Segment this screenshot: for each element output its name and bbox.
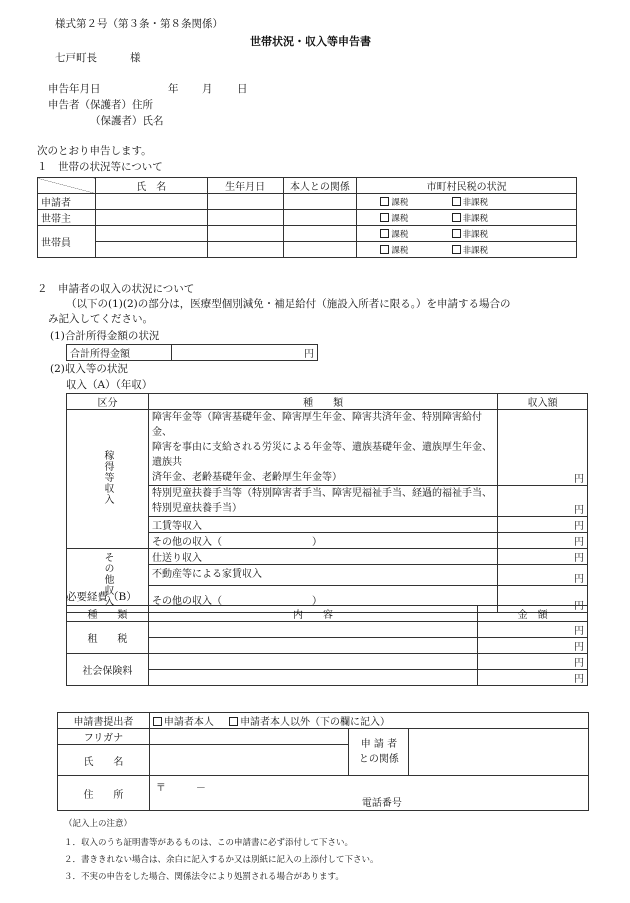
row-applicant: 申請者 — [38, 194, 96, 210]
other-income-row-2: その他の収入（ ） — [149, 586, 498, 613]
total-income-label: 合計所得金額 — [67, 345, 172, 361]
sub1-title: (1)合計所得金額の状況 — [50, 330, 160, 342]
exp-col-type: 種 類 — [67, 606, 149, 622]
applicant-name-cell[interactable] — [95, 194, 207, 210]
intro-text: 次のとおり申告します。 — [37, 145, 152, 157]
remittance-amount[interactable]: 円 — [498, 549, 588, 565]
relation-label: 申 請 者 との関係 — [349, 729, 409, 776]
note-item: ３．不実の申告をした場合、関係法令により処罰される場合があります。 — [64, 872, 344, 882]
remittance-row: 仕送り収入 — [149, 549, 498, 565]
submitter-table — [57, 712, 589, 811]
checkbox-icon — [452, 229, 461, 238]
checkbox-nontaxed[interactable]: 非課税 — [452, 213, 489, 224]
section2-note-2: み記入してください。 — [48, 313, 153, 325]
col-name: 氏 名 — [95, 178, 207, 194]
expenses-table — [66, 605, 588, 686]
checkbox-icon — [153, 717, 162, 726]
allowance-row: 特別児童扶養手当等（特別障害者手当、障害児福祉手当、経過的福祉手当、 特別児童扶養手当） — [149, 486, 498, 517]
total-income-value[interactable] — [172, 345, 318, 361]
name-field[interactable] — [149, 745, 349, 776]
income-table — [66, 393, 588, 613]
declarant-name-label: （保護者）氏名 — [90, 115, 164, 127]
tax-amount-2[interactable]: 円 — [478, 638, 588, 654]
col-income: 収入額 — [498, 394, 588, 410]
applicant-birthdate-cell[interactable] — [207, 194, 283, 210]
submitter-label: 申請書提出者 — [58, 713, 150, 729]
total-income-table — [66, 344, 318, 361]
tax-content-1[interactable] — [148, 622, 477, 638]
other-income-amount-1[interactable]: 円 — [498, 533, 588, 549]
col-tax-status: 市町村民税の状況 — [357, 178, 577, 194]
header-diagonal-cell — [38, 178, 96, 194]
wages-amount[interactable]: 円 — [498, 517, 588, 533]
col-kubun: 区分 — [67, 394, 149, 410]
form-number: 様式第２号（第３条・第８条関係） — [55, 18, 223, 30]
col-type: 種 類 — [149, 394, 498, 410]
social-content-1[interactable] — [148, 654, 477, 670]
wages-row: 工賃等収入 — [149, 517, 498, 533]
social-amount-2[interactable]: 円 — [478, 670, 588, 686]
relation-field[interactable] — [409, 729, 589, 776]
addressee-sama: 様 — [130, 52, 141, 64]
row-household-member: 世帯員 — [38, 226, 96, 258]
section1-title: １ 世帯の状況等について — [37, 161, 163, 173]
rent-row: 不動産等による家賃収入 — [149, 565, 498, 586]
section2-note-1: （以下の(1)(2)の部分は，医療型個別減免・補足給付（施設入所者に限る。）を申請する場合の — [66, 298, 511, 310]
month-label: 月 — [202, 83, 213, 95]
postal-dash: － — [195, 783, 206, 794]
applicant-relation-cell[interactable] — [283, 194, 357, 210]
other-income-row-1: その他の収入（ ） — [149, 533, 498, 549]
member1-relation-cell[interactable] — [283, 226, 357, 242]
social-content-2[interactable] — [148, 670, 477, 686]
checkbox-icon — [229, 717, 238, 726]
member1-birthdate-cell[interactable] — [207, 226, 283, 242]
day-label: 日 — [237, 83, 248, 95]
checkbox-taxed[interactable]: 課税 — [380, 229, 408, 240]
checkbox-self[interactable]: 申請者本人 — [153, 717, 214, 728]
page-title: 世帯状況・収入等申告書 — [250, 35, 371, 48]
submitter-options — [149, 713, 588, 729]
address-label: 住 所 — [58, 776, 150, 811]
others-label: その他収入 — [67, 549, 149, 613]
exp-col-content: 内 容 — [148, 606, 477, 622]
declarant-address-label: 申告者（保護者）住所 — [48, 99, 153, 111]
checkbox-nontaxed[interactable]: 非課税 — [452, 245, 489, 256]
col-relation: 本人との関係 — [283, 178, 357, 194]
householder-relation-cell[interactable] — [283, 210, 357, 226]
postal-mark: 〒 — [155, 783, 166, 794]
member2-tax-cell — [357, 242, 577, 258]
name-label: 氏 名 — [58, 745, 150, 776]
notes-title: （記入上の注意） — [64, 819, 133, 829]
tax-content-2[interactable] — [148, 638, 477, 654]
tax-label: 租 税 — [67, 622, 149, 654]
exp-col-amount: 金 額 — [478, 606, 588, 622]
furigana-label: フリガナ — [58, 729, 150, 745]
checkbox-nontaxed[interactable]: 非課税 — [452, 229, 489, 240]
col-birthdate: 生年月日 — [207, 178, 283, 194]
checkbox-taxed[interactable]: 課税 — [380, 197, 408, 208]
other-income-amount-2[interactable]: 円 — [498, 586, 588, 613]
household-table — [37, 177, 577, 258]
checkbox-icon — [380, 229, 389, 238]
checkbox-icon — [380, 245, 389, 254]
checkbox-icon — [452, 245, 461, 254]
member1-tax-cell — [357, 226, 577, 242]
furigana-field[interactable] — [149, 729, 349, 745]
social-insurance-label: 社会保険料 — [67, 654, 149, 686]
note-item: ２．書ききれない場合は、余白に記入するか又は別紙に記入の上添付して下さい。 — [64, 855, 379, 865]
applicant-tax-cell — [357, 194, 577, 210]
note-item: １．収入のうち証明書等があるものは、この申請書に必ず添付して下さい。 — [64, 838, 354, 848]
pension-row: 障害年金等（障害基礎年金、障害厚生年金、障害共済年金、特別障害給付金、 障害を事由に支給される労災による年金等、遺族基礎年金、遺族厚生年金、遺族共 済年金、老齢基礎年金、老齢厚生年金等） — [149, 410, 498, 486]
sub2-title: (2)収入等の状況 — [50, 363, 128, 375]
section2-title: ２ 申請者の収入の状況について — [37, 283, 195, 295]
expenses-b-title: 必要経費（B） — [66, 591, 137, 603]
checkbox-nontaxed[interactable]: 非課税 — [452, 197, 489, 208]
year-label: 年 — [168, 83, 179, 95]
yen-unit: 円 — [304, 349, 314, 360]
member2-relation-cell[interactable] — [283, 242, 357, 258]
tax-amount-1[interactable]: 円 — [478, 622, 588, 638]
checkbox-icon — [452, 197, 461, 206]
member2-birthdate-cell[interactable] — [207, 242, 283, 258]
address-field[interactable] — [149, 776, 588, 811]
phone-label: 電話番号 — [361, 798, 402, 809]
householder-birthdate-cell[interactable] — [207, 210, 283, 226]
addressee: 七戸町長 — [55, 52, 97, 64]
member2-name-cell[interactable] — [95, 242, 207, 258]
row-householder: 世帯主 — [38, 210, 96, 226]
checkbox-icon — [380, 197, 389, 206]
checkbox-taxed[interactable]: 課税 — [380, 213, 408, 224]
allowance-amount[interactable]: 円 — [498, 486, 588, 517]
pension-amount[interactable]: 円 — [498, 410, 588, 486]
householder-name-cell[interactable] — [95, 210, 207, 226]
date-label: 申告年月日 — [48, 83, 101, 95]
earned-income-label: 稼得等収入 — [67, 410, 149, 549]
checkbox-icon — [452, 213, 461, 222]
checkbox-other[interactable]: 申請者本人以外（下の欄に記入） — [229, 717, 390, 728]
rent-amount[interactable]: 円 — [498, 565, 588, 586]
checkbox-icon — [380, 213, 389, 222]
income-a-title: 収入（A）（年収） — [66, 379, 153, 391]
householder-tax-cell — [357, 210, 577, 226]
member1-name-cell[interactable] — [95, 226, 207, 242]
social-amount-1[interactable]: 円 — [478, 654, 588, 670]
checkbox-taxed[interactable]: 課税 — [380, 245, 408, 256]
